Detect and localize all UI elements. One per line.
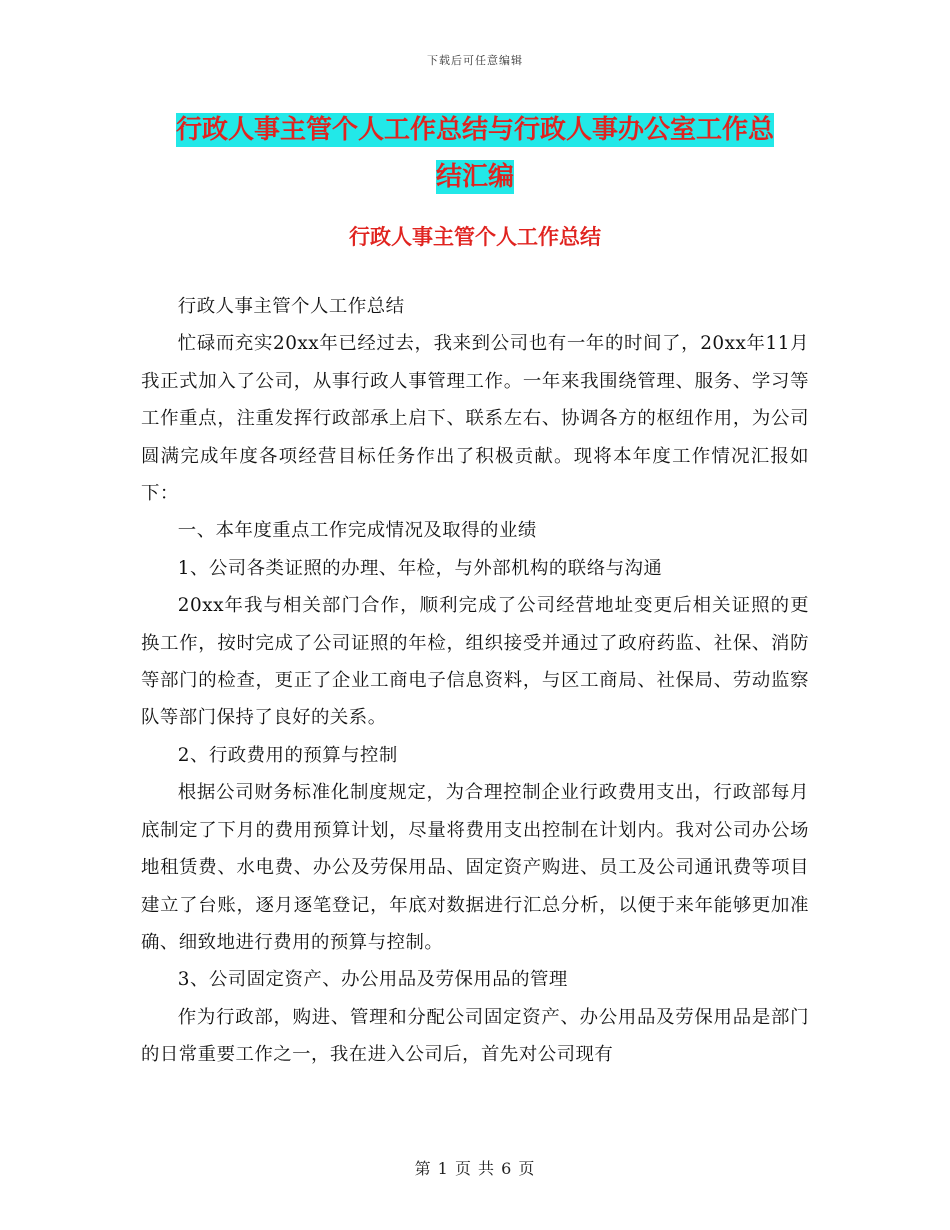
document-body (141, 288, 809, 1074)
paragraph: 20xx年我与相关部门合作，顺利完成了公司经营地址变更后相关证照的更换工作，按时完成了公司证照的年检，组织接受并通过了政府药监、社保、消防等部门的检查，更正了企业工商电子信息资料，与区工商局、社保局、劳动监察队等部门保持了良好的关系。 (141, 595, 809, 729)
paragraph: 根据公司财务标准化制度规定，为合理控制企业行政费用支出，行政部每月底制定了下月的费用预算计划，尽量将费用支出控制在计划内。我对公司办公场地租赁费、水电费、办公及劳保用品、固定资产购进、员工及公司通讯费等项目建立了台账，逐月逐笔登记，年底对数据进行汇总分析，以便于来年能够更加准确、细致地进行费用的预算与控制。 (141, 782, 809, 953)
document-title-line-1: 行政人事主管个人工作总结与行政人事办公室工作总 (175, 115, 774, 145)
paragraph: 1、公司各类证照的办理、年检，与外部机构的联络与沟通 (177, 557, 663, 579)
paragraph: 行政人事主管个人工作总结 (177, 296, 405, 317)
document-title-line-2: 结汇编 (435, 162, 514, 192)
paragraph: 一、本年度重点工作完成情况及取得的业绩 (177, 520, 537, 542)
section-title: 行政人事主管个人工作总结 (349, 225, 601, 249)
paragraph: 忙碌而充实20xx年已经过去，我来到公司也有一年的时间了，20xx年11月我正式加入了公司，从事行政人事管理工作。一年来我围绕管理、服务、学习等工作重点，注重发挥行政部承上启下、联系左右、协调各方的枢纽作用，为公司圆满完成年度各项经营目标任务作出了积极贡献。现将本年度工作情况汇报如下： (141, 333, 809, 505)
paragraph: 作为行政部，购进、管理和分配公司固定资产、办公用品及劳保用品是部门的日常重要工作之一，我在进入公司后，首先对公司现有 (141, 1006, 809, 1066)
paragraph: 3、公司固定资产、办公用品及劳保用品的管理 (177, 969, 568, 991)
page-number: 第 1 页 共 6 页 (414, 1159, 536, 1178)
paragraph: 2、行政费用的预算与控制 (177, 744, 398, 766)
document-title (140, 107, 810, 201)
page-header-note: 下载后可任意编辑 (427, 54, 523, 67)
